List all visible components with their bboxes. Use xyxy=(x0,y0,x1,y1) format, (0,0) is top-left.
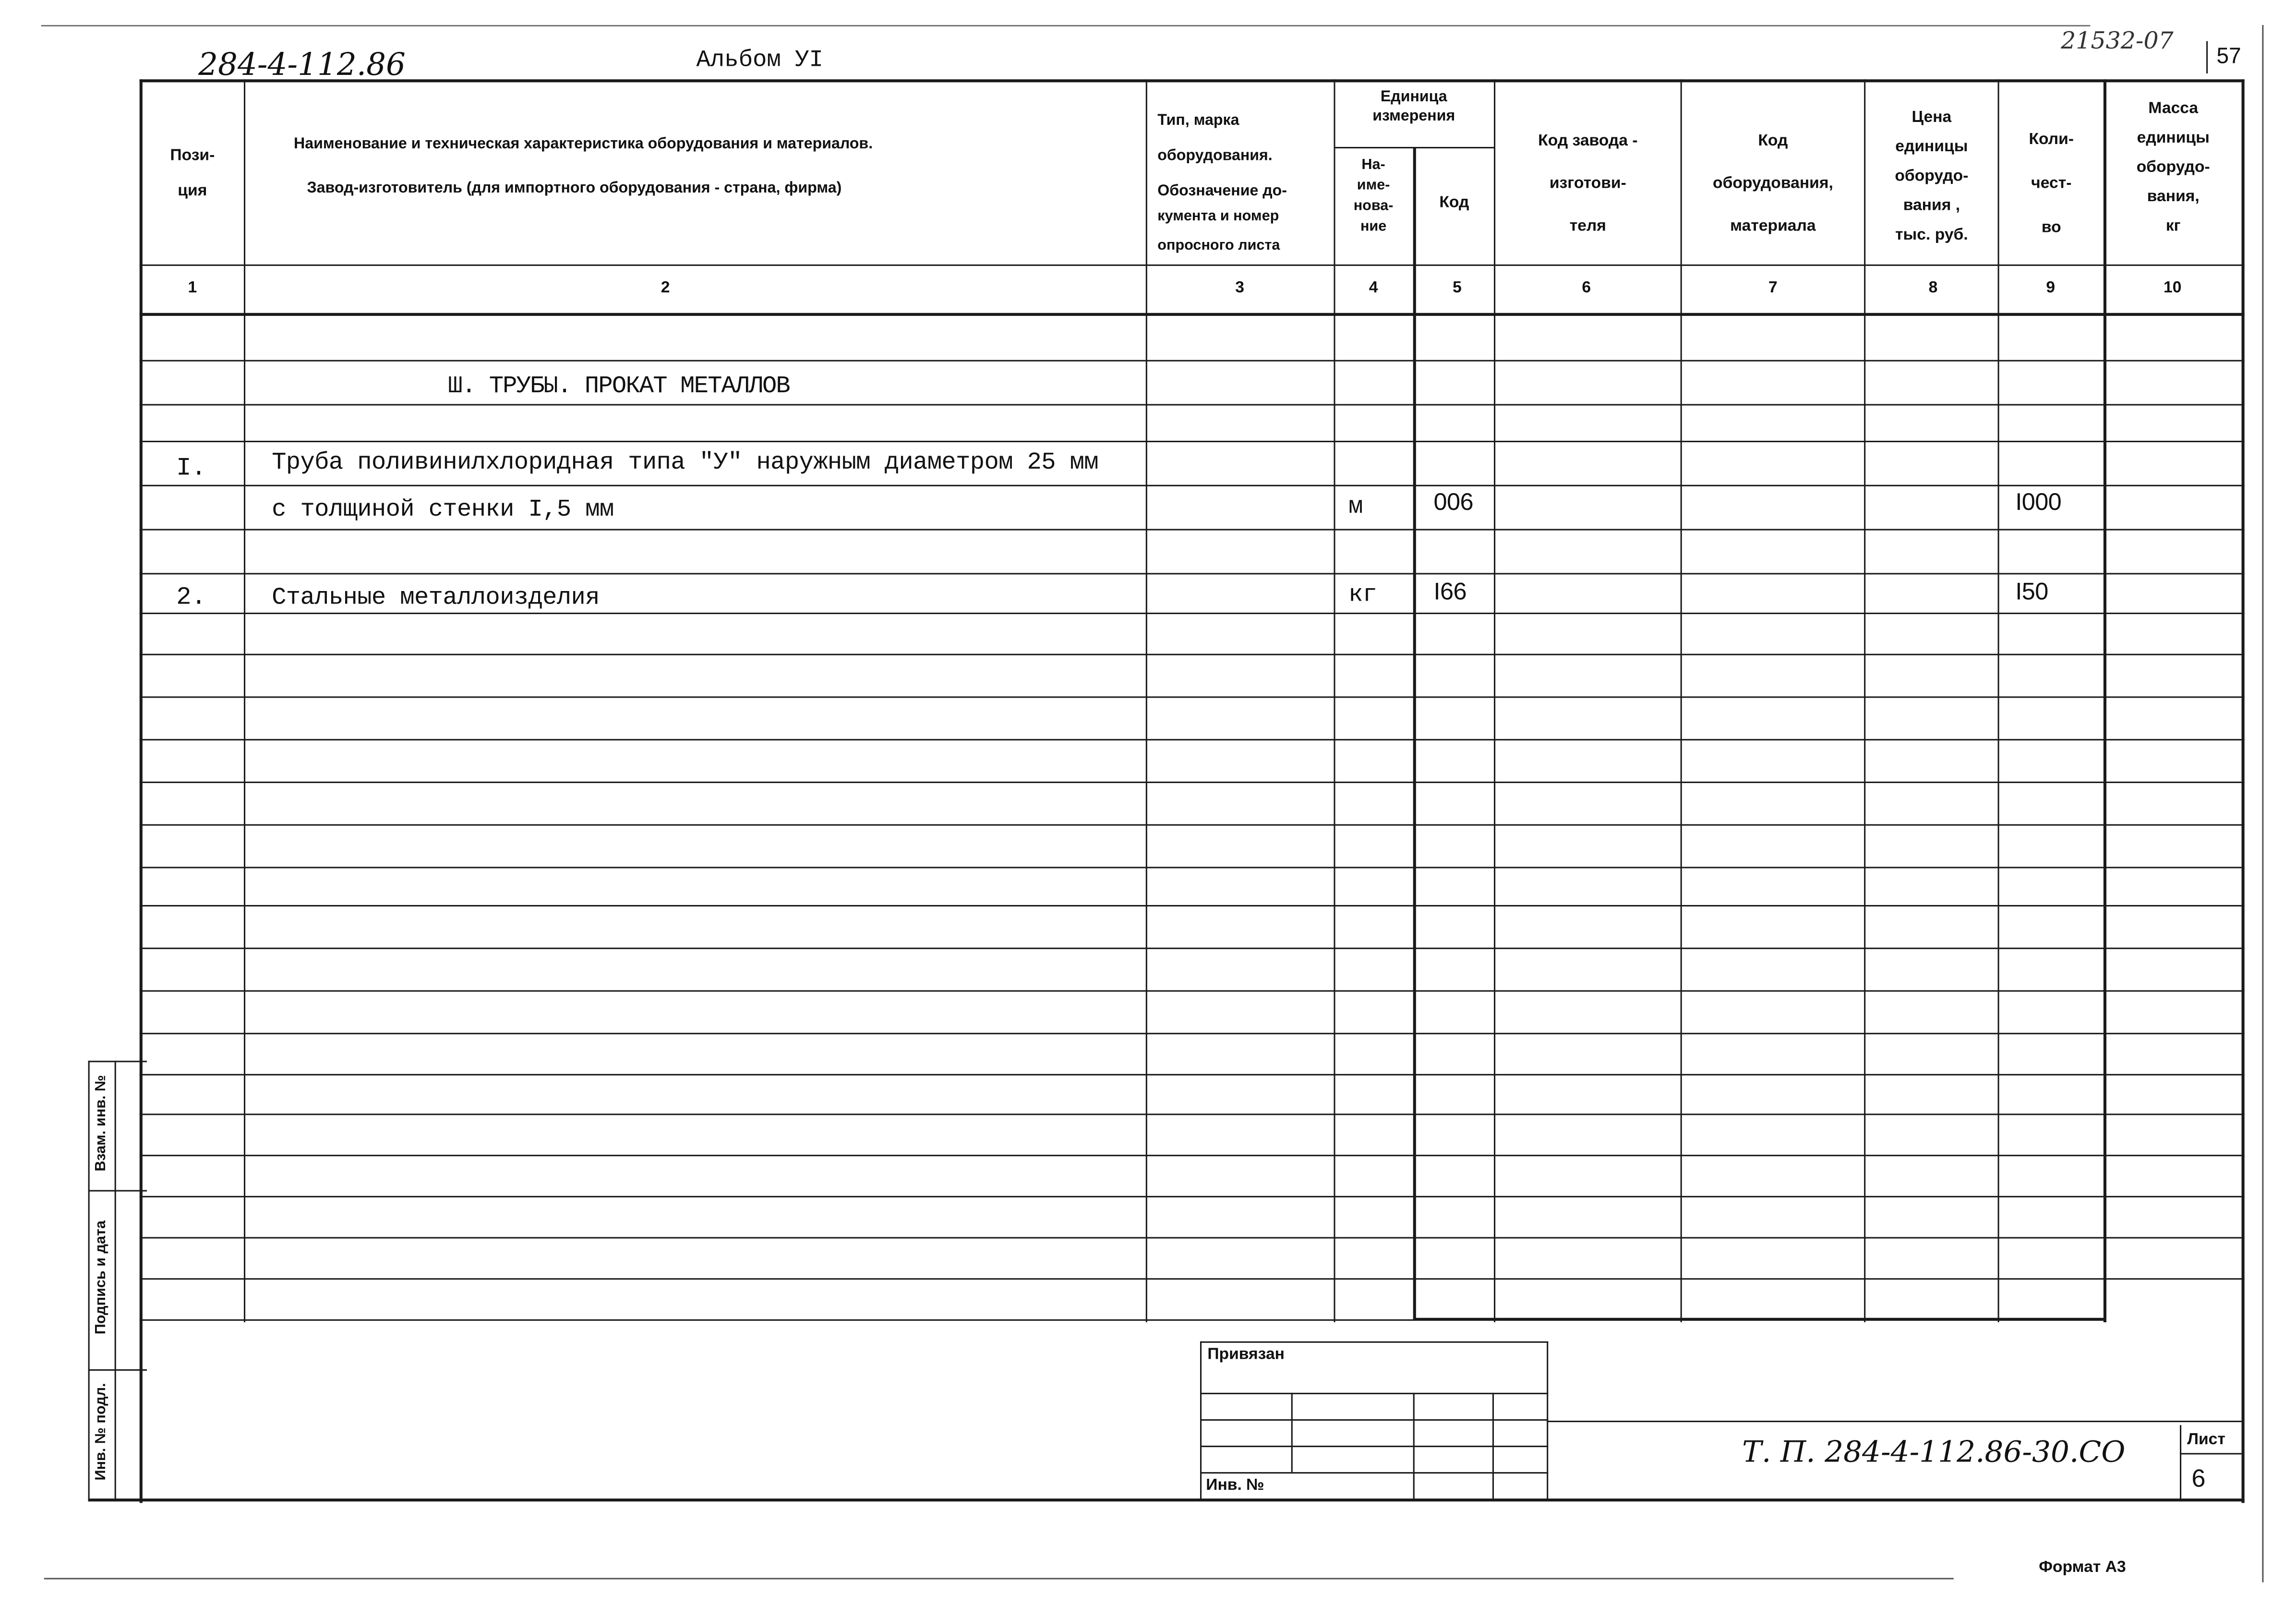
table-top-border xyxy=(140,79,2245,82)
col-divider-9 xyxy=(2104,79,2106,1322)
header-col9: Коли- чест- во xyxy=(2029,131,2074,237)
side-stamp-inner-border xyxy=(115,1061,116,1501)
page-number: 57 xyxy=(2216,44,2241,69)
row-line xyxy=(140,404,2245,406)
row-line xyxy=(140,529,2245,531)
table-bottom-border xyxy=(88,1498,2245,1501)
row-line xyxy=(140,441,2245,442)
col-number-4: 4 xyxy=(1369,279,1378,297)
paper-edge-bottom xyxy=(44,1578,1954,1579)
col-divider-5 xyxy=(1494,79,1495,1322)
row-1-position: I. xyxy=(176,455,206,483)
body-bottom-line-right xyxy=(1413,1318,2104,1321)
col-number-5: 5 xyxy=(1453,279,1462,297)
table-right-border xyxy=(2242,79,2245,1503)
header-col7: Код оборудования, материала xyxy=(1713,132,1833,235)
page-number-divider xyxy=(2206,41,2208,73)
section-title: Ш. ТРУБЫ. ПРОКАТ МЕТАЛЛОВ xyxy=(448,372,790,400)
col-divider-6 xyxy=(1681,79,1682,1322)
row-line xyxy=(140,948,2245,949)
col-divider-7 xyxy=(1864,79,1865,1322)
row-1-name-line1: Труба поливинилхлоридная типа "У" наружным диаметром 25 мм xyxy=(272,448,1098,476)
stamp-col-line-3 xyxy=(1492,1393,1494,1500)
row-line xyxy=(140,1196,2245,1197)
header-col4: На- име- нова- ние xyxy=(1353,157,1394,235)
row-line xyxy=(140,613,2245,614)
header-col1: Пози- ция xyxy=(170,147,215,200)
row-line xyxy=(140,990,2245,991)
col-number-2: 2 xyxy=(661,279,670,297)
stamp-row-line-4 xyxy=(1200,1472,1548,1473)
side-label-signature: Подпись и дата xyxy=(93,1220,109,1335)
stamp-row-line-3 xyxy=(1200,1446,1548,1447)
sheet-number: 6 xyxy=(2191,1464,2206,1493)
col-number-3: 3 xyxy=(1235,279,1245,297)
designation: Т. П. 284-4-112.86-30.СО xyxy=(1742,1434,2126,1469)
col-number-8: 8 xyxy=(1928,279,1938,297)
stamp-row-line-2 xyxy=(1200,1419,1548,1421)
stamp-inv-label: Инв. № xyxy=(1206,1476,1264,1495)
header-bottom-line xyxy=(140,265,2245,266)
header-col8: Цена единицы оборудо- вания , тыс. руб. xyxy=(1895,109,1969,244)
row-line xyxy=(140,1074,2245,1075)
row-2-code: I66 xyxy=(1433,579,1467,605)
row-line xyxy=(140,1237,2245,1239)
col-divider-2 xyxy=(1146,79,1147,1322)
handwritten-doc-code: 284-4-112.86 xyxy=(198,47,406,83)
stamp-col-line-2 xyxy=(1413,1393,1415,1500)
row-2-name: Стальные металлоизделия xyxy=(272,583,600,611)
stamp-bound-label: Привязан xyxy=(1207,1345,1285,1364)
col-number-6: 6 xyxy=(1582,279,1591,297)
col-number-7: 7 xyxy=(1768,279,1778,297)
side-label-inv-podl: Инв. № подл. xyxy=(93,1383,109,1481)
row-1-code: 006 xyxy=(1433,489,1473,516)
paper-edge-top xyxy=(41,25,2091,26)
header-col5: Код xyxy=(1439,193,1469,212)
row-line xyxy=(140,654,2245,655)
archive-number: 21532-07 xyxy=(2061,26,2174,55)
album-label: Альбом УI xyxy=(696,47,823,73)
col-divider-3 xyxy=(1334,79,1335,1322)
stamp-top xyxy=(1200,1341,1548,1343)
sheet-label: Лист xyxy=(2187,1431,2225,1449)
row-2-position: 2. xyxy=(176,584,206,613)
header-col3: Тип, марка оборудования. Обозначение до- xyxy=(1157,111,1287,200)
colnum-bottom-line xyxy=(140,313,2245,316)
format-label: Формат А3 xyxy=(2039,1558,2126,1577)
col-divider-8 xyxy=(1998,79,1999,1322)
col-number-9: 9 xyxy=(2046,279,2056,297)
unit-subheader-line xyxy=(1334,147,1494,148)
row-line xyxy=(140,485,2245,486)
row-1-name-line2: с толщиной стенки I,5 мм xyxy=(272,495,614,523)
row-line xyxy=(140,782,2245,783)
row-line xyxy=(140,1155,2245,1156)
designation-top-line xyxy=(1547,1421,2243,1422)
row-line xyxy=(140,867,2245,868)
header-col2-line2: Завод-изготовитель (для импортного оборудования - страна, фирма) xyxy=(307,179,842,197)
row-2-quantity: I50 xyxy=(2015,579,2048,605)
header-unit-group: Единица измерения xyxy=(1372,88,1455,125)
row-line xyxy=(140,573,2245,574)
row-line xyxy=(140,1113,2245,1115)
header-col3-cont: кумента и номер опросного листа xyxy=(1157,208,1280,254)
header-col10: Масса единицы оборудо- вания, кг xyxy=(2136,100,2210,235)
row-2-unit: кг xyxy=(1348,580,1377,608)
row-line xyxy=(140,905,2245,906)
paper-edge-right xyxy=(2262,25,2263,1582)
stamp-row-line-1 xyxy=(1200,1393,1548,1394)
sheet-box-left xyxy=(2180,1425,2181,1501)
col-number-1: 1 xyxy=(188,279,197,297)
row-line xyxy=(140,739,2245,740)
row-line xyxy=(140,696,2245,698)
row-line xyxy=(140,360,2245,362)
table-left-border xyxy=(140,79,143,1503)
row-line xyxy=(140,1033,2245,1034)
row-1-quantity: I000 xyxy=(2015,489,2062,516)
col-number-10: 10 xyxy=(2163,279,2182,297)
row-line xyxy=(140,1278,2245,1280)
side-stamp-left-border xyxy=(88,1061,90,1501)
header-col2-line1: Наименование и техническая характеристика оборудования и материалов. xyxy=(294,135,873,153)
body-bottom-line-left xyxy=(140,1319,1415,1321)
row-line xyxy=(140,824,2245,826)
stamp-col-line-1 xyxy=(1291,1393,1293,1472)
col-divider-4 xyxy=(1413,147,1416,1319)
row-1-unit: м xyxy=(1348,492,1363,520)
header-col6: Код завода - изготови- теля xyxy=(1538,132,1638,235)
side-label-vzam: Взам. инв. № xyxy=(93,1075,109,1171)
col-divider-1 xyxy=(244,79,245,1322)
sheet-box-divider xyxy=(2180,1453,2243,1454)
